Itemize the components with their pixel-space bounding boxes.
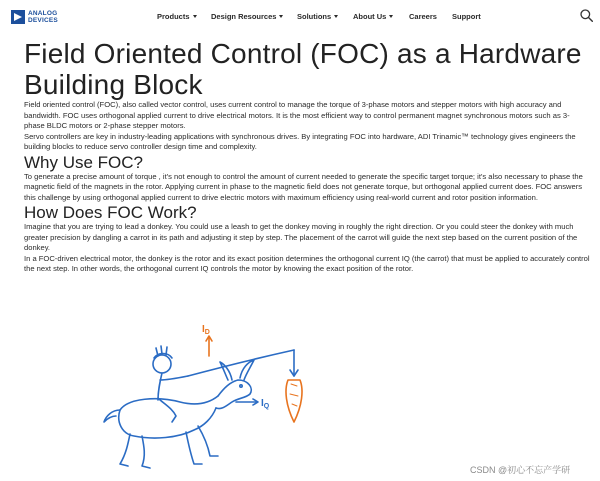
nav-item-products[interactable]: Products	[157, 12, 197, 21]
nav-item-support[interactable]: Support	[452, 12, 481, 21]
section-heading-how-does-foc-work: How Does FOC Work?	[24, 203, 197, 222]
svg-text:IQ	[261, 398, 270, 410]
csdn-watermark: CSDN @初心不忘产学研	[470, 465, 571, 475]
section-heading-why-use-foc: Why Use FOC?	[24, 152, 144, 172]
intro-paragraph: Field oriented control (FOC), also called vector control, uses current control to manage the torque of 3-phase motors and stepper motors with high accuracy and bandwidth. FOC uses orthogonal applied current to drive electrical motors. It is the most efficient way to control permanent magnet synchronous motors such as 3-phase BLDC motors or 2-phase stepper motors.	[24, 100, 570, 130]
chevron-down-icon	[279, 15, 283, 18]
svg-text:ID	[202, 324, 210, 336]
nav-item-solutions[interactable]: Solutions	[297, 12, 338, 21]
article	[24, 38, 590, 275]
nav-item-careers[interactable]: Careers	[409, 12, 437, 21]
iq-label-sub: Q	[263, 403, 270, 410]
top-navigation	[0, 0, 600, 36]
page-title: Field Oriented Control (FOC) as a Hardware Building Block	[24, 38, 582, 100]
search-icon[interactable]	[580, 9, 593, 22]
nav-item-design-resources[interactable]: Design Resources	[211, 12, 283, 21]
logo-mark-icon	[11, 10, 25, 24]
id-label-sub: D	[204, 329, 210, 336]
donkey-carrot-illustration	[98, 318, 328, 474]
how-paragraph: In a FOC-driven electrical motor, the donkey is the rotor and its exact position determines the orthogonal current IQ (the carrot) that must be applied to accurately control the next step. In other words, the orthogonal current IQ controls the motor by knowing the exact position of the rotor.	[24, 253, 590, 273]
id-label-main: I	[202, 324, 205, 335]
why-paragraph: To generate a precise amount of torque , it's not enough to control the amount of current needed to generate the specific target torque; it's also necessary to phase the magnetic field of the magnets in the rotor. Applying current in phase to the magnetic field does not generate torque, but orthogonal applied current does. FOC answers this challenge by using orthogonal applied current to drive electric motors with maximum efficiency using real-world current and rotor position information.	[24, 171, 583, 202]
logo-wordmark: ANALOG DEVICES	[28, 10, 58, 24]
chevron-down-icon	[334, 15, 338, 18]
how-paragraph: Imagine that you are trying to lead a donkey. You could use a leash to get the donkey moving in roughly the right direction. Or you could steer the donkey with much greater precision by dangling a carrot in its path and adjusting it step by step. The placement of the carrot will guide the next step based on the current position of the donkey.	[24, 222, 578, 252]
nav-item-about-us[interactable]: About Us	[353, 12, 393, 21]
intro-paragraph: Servo controllers are key in industry-leading applications with synchronous drives. By integrating FOC into hardware, ADI Trinamic™ technology gives engineers the building blocks to reduce servo controller design time and complexity.	[24, 131, 576, 151]
iq-label-main: I	[261, 398, 264, 409]
chevron-down-icon	[389, 15, 393, 18]
analog-devices-logo[interactable]	[11, 10, 71, 26]
chevron-down-icon	[193, 15, 197, 18]
